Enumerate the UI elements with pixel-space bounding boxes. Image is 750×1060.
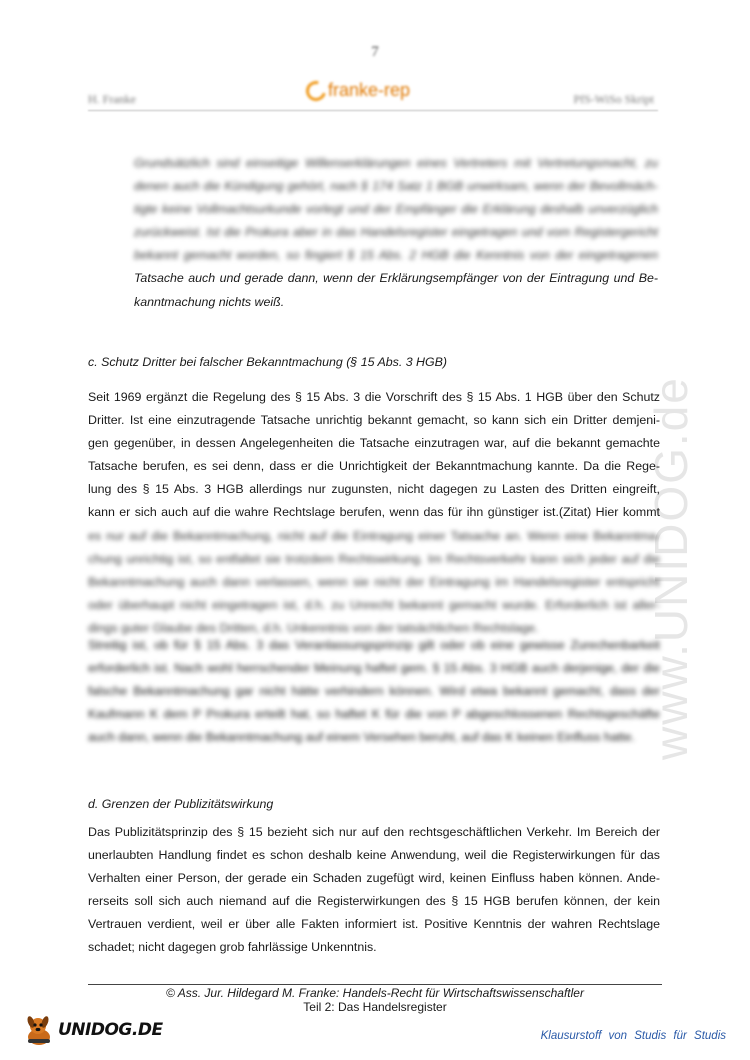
- dog-mascot-icon: [22, 1013, 56, 1047]
- header-author: H. Franke: [88, 92, 136, 106]
- paragraph-line: kann er sich auch auf die wahre Rechtslage berufen, wenn das für ihn günstiger ist.(Zitat) Hier kommt: [88, 505, 660, 520]
- header-divider: [88, 110, 658, 111]
- paragraph-line: auch dann, wenn die Bekanntmachung auf einem Versehen beruht, auf das K keinen Einfluss hatte.: [88, 730, 635, 745]
- tagline: Klausurstoff von Studis für Studis: [540, 1030, 726, 1042]
- paragraph-line: es nur auf die Bekanntmachung, nicht auf die Eintragung einer Tatsache an. Wenn eine Bekanntma-: [88, 528, 660, 543]
- quote-line: denen auch die Kündigung gehört, nach § 174 Satz 1 BGB unwirksam, wenn der Bevollmäch-: [134, 179, 658, 194]
- paragraph-line: Bekanntmachung auch dann verlassen, wenn sie nicht der Eintragung im Handelsregister entspricht: [88, 574, 660, 589]
- paragraph-line: erforderlich ist. Nach wohl herrschender Meinung haftet gem. § 15 Abs. 3 HGB auch derjenige, der die: [88, 661, 660, 676]
- footer-line-1: © Ass. Jur. Hildegard M. Franke: Handels-Recht für Wirtschaftswissenschaftler: [166, 986, 584, 1000]
- paragraph-line: schadet; nicht dagegen grob fahrlässige Unkenntnis.: [88, 940, 377, 955]
- watermark: www.UNIDOG.de: [645, 376, 697, 760]
- header-course: PfS-WiSo Skript: [573, 92, 654, 106]
- section-c-heading: c. Schutz Dritter bei falscher Bekanntmachung (§ 15 Abs. 3 HGB): [88, 355, 448, 369]
- paragraph-line: dings guter Glaube des Dritten, d.h. Unkenntnis von der tatsächlichen Rechtslage.: [88, 620, 539, 635]
- footer-citation: [88, 986, 662, 1014]
- paragraph-line: oder überhaupt nicht eingetragen ist, d.h. zu Unrecht bekannt gemacht wurde. Erforderlich ist aller-: [88, 597, 660, 612]
- section-c-paragraph: [88, 386, 660, 640]
- paragraph-line: Vertrauen verdient, weil er über alle Fakten informiert ist. Positive Kenntnis der wahren Rechtslage: [88, 917, 660, 932]
- quote-blurred: [134, 152, 658, 267]
- footer-line-2: Teil 2: Das Handelsregister: [303, 1000, 447, 1014]
- franke-rep-logo-icon: [302, 77, 329, 104]
- paragraph-line: Dritter. Ist eine einzutragende Tatsache unrichtig bekannt gemacht, so kann sich ein Dritter demjeni-: [88, 413, 660, 428]
- paragraph-line: chung unrichtig ist, so entfaltet sie trotzdem Rechtswirkung. Im Rechtsverkehr kann sich jeder auf die: [88, 551, 660, 566]
- paragraph-line: Das Publizitätsprinzip des § 15 bezieht sich nur auf den rechtsgeschäftlichen Verkehr. Im Bereich der: [88, 825, 660, 839]
- unidog-brand-text: UNIDOG.DE: [58, 1020, 163, 1040]
- paragraph-line: falsche Bekanntmachung gar nicht hätte verhindern können. Wird etwa bekannt gemacht, dass der: [88, 684, 660, 699]
- page-number: 7: [371, 44, 379, 60]
- paragraph-line: lung des § 15 Abs. 3 HGB allerdings nur zugunsten, nicht dagegen zu Lasten des Dritten eingreift,: [88, 482, 660, 497]
- header-logo-text: franke-rep: [328, 80, 411, 100]
- footer-divider: [88, 984, 662, 985]
- unidog-logo[interactable]: [22, 1012, 163, 1048]
- section-c-paragraph-2: [88, 634, 660, 749]
- paragraph-line: Seit 1969 ergänzt die Regelung des § 15 Abs. 3 die Vorschrift des § 15 Abs. 1 HGB über den Schutz: [88, 390, 660, 404]
- header-logo: [306, 80, 410, 101]
- section-d-paragraph: [88, 821, 660, 960]
- quote-line: Grundsätzlich sind einseitige Willenserklärungen eines Vertreters mit Vertretungsmacht, zu: [134, 156, 658, 170]
- quote-line: tigte keine Vollmachtsurkunde vorlegt und der Empfänger die Erklärung deshalb unverzüglich: [134, 202, 658, 217]
- paragraph-line: rerseits soll sich auch niemand auf die Registerwirkungen des § 15 HGB berufen können, der kein: [88, 894, 660, 909]
- quote-line: kanntmachung nichts weiß.: [134, 294, 285, 309]
- quote-line: Tatsache auch und gerade dann, wenn der Erklärungsempfänger von der Eintragung und Be-: [134, 271, 658, 286]
- paragraph-line: Verhalten einer Person, der gerade ein Schaden zugefügt wird, keinen Einfluss haben können. Ande-: [88, 871, 660, 886]
- quote-block: [134, 152, 658, 314]
- section-d-heading: d. Grenzen der Publizitätswirkung: [88, 797, 274, 811]
- quote-line: zurückweist. Ist die Prokura aber in das Handelsregister eingetragen und vom Registergericht: [134, 225, 658, 240]
- paragraph-line: Streitig ist, ob für § 15 Abs. 3 das Veranlassungsprinzip gilt oder ob eine gewisse Zurechenbarkeit: [88, 638, 660, 652]
- paragraph-line: gen gegenüber, in dessen Angelegenheiten die Tatsache einzutragen war, auf die bekannt gemachte: [88, 436, 660, 451]
- quote-line: bekannt gemacht worden, so fingiert § 15 Abs. 2 HGB die Kenntnis von der eingetragenen: [134, 248, 658, 263]
- paragraph-line: Tatsache berufen, es sei denn, dass er die Unrichtigkeit der Bekanntmachung kannte. Da die Rege-: [88, 459, 660, 474]
- paragraph-line: Kaufmann K dem P Prokura erteilt hat, so haftet K für die von P abgeschlossenen Rechtsgeschäfte: [88, 707, 660, 722]
- paragraph-line: unerlaubten Handlung findet es schon deshalb keine Anwendung, weil die Registerwirkungen für das: [88, 848, 660, 863]
- section-c-blurred: [88, 525, 660, 640]
